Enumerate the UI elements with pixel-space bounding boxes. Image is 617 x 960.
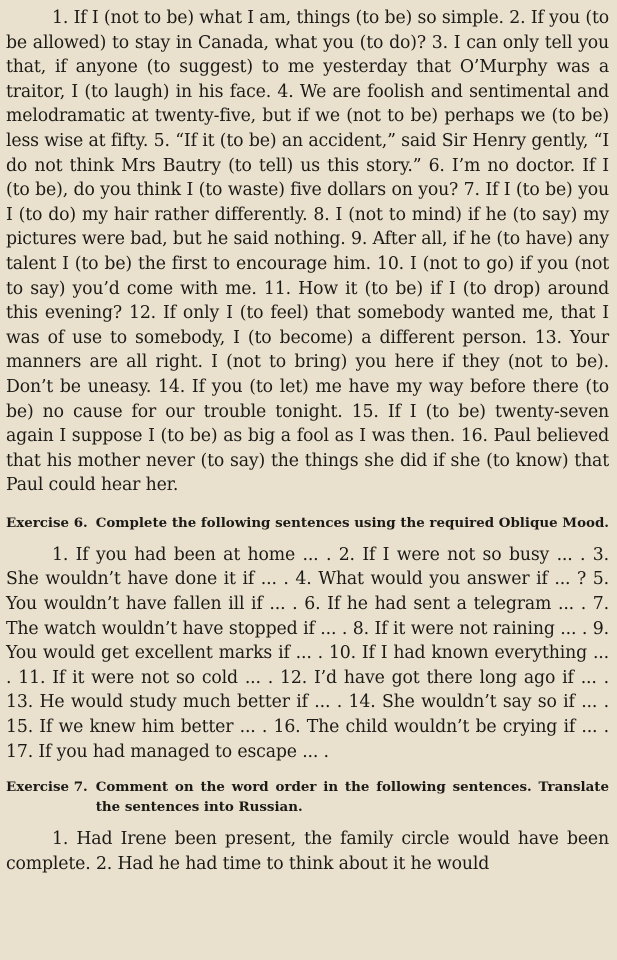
exercise-7-instruction: Comment on the word order in the following sentences. Translate the sentences into Russian. <box>95 779 609 816</box>
exercise-6-heading <box>6 513 609 533</box>
exercise-6-number: Exercise 6. <box>6 514 88 531</box>
exercise-6-instruction: Complete the following sentences using the required Oblique Mood. <box>95 514 609 531</box>
exercise-7-number: Exercise 7. <box>6 779 88 796</box>
exercise-7-sentences: 1. Had Irene been present, the family circle would have been complete. 2. Had he had time to think about it he would <box>6 829 609 874</box>
exercise-7-heading <box>6 777 609 817</box>
exercise-5-sentences: 1. If I (not to be) what I am, things (to be) so simple. 2. If you (to be allowed) to stay in Canada, what you (to do)? 3. I can only tell you that, if anyone (to suggest) to me yesterday that O’Murphy was a traitor, I (to laugh) in his face. 4. We are foolish and sentimental and melodramatic at twenty-five, but if we (not to be) perhaps we (to be) less wise at fifty. 5. “If it (to be) an accident,” said Sir Henry gently, “I do not think Mrs Bautry (to tell) us this story.” 6. I’m no doctor. If I (to be), do you think I (to waste) five dollars on you? 7. If I (to be) you I (to do) my hair rather differently. 8. I (not to mind) if he (to say) my pictures were bad, but he said nothing. 9. After all, if he (to have) any talent I (to be) the first to encourage him. 10. I (not to go) if you (not to say) you’d come with me. 11. How it (to be) if I (to drop) around this evening? 12. If only I (to feel) that somebody wanted me, that I was of use to somebody, I (to become) a different person. 13. Your manners are all right. I (not to bring) you here if they (not to be). Don’t be uneasy. 14. If you (to let) me have my way before there (to be) no cause for our trouble tonight. 15. If I (to be) twenty-seven again I suppose I (to be) as big a fool as I was then. 16. Paul believed that his mother never (to say) the things she did if she (to know) that Paul could hear her. <box>6 8 609 496</box>
exercise-6-sentences: 1. If you had been at home ... . 2. If I were not so busy ... . 3. She wouldn’t have done it if ... . 4. What would you answer if ... ? 5. You wouldn’t have fallen ill if ... . 6. If he had sent a telegram ... . 7. The watch wouldn’t have stopped if ... . 8. If it were not raining ... . 9. You would get excellent marks if ... . 10. If I had known everything ... . 11. If it were not so cold ... . 12. I’d have got there long ago if ... . 13. He would study much better if ... . 14. She wouldn’t say so if ... . 15. If we knew him better ... . 16. The child wouldn’t be crying if ... . 17. If you had managed to escape ... . <box>6 544 609 762</box>
